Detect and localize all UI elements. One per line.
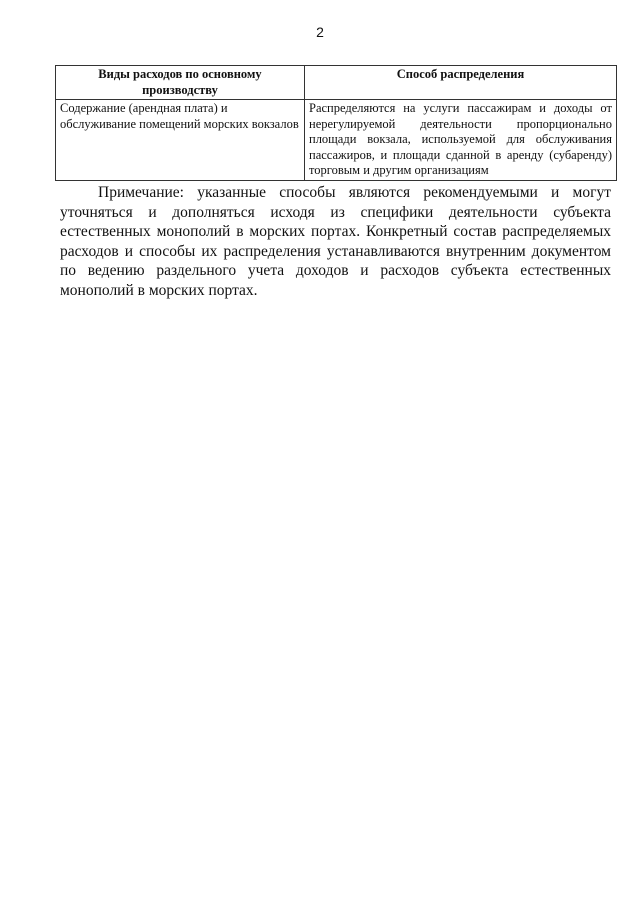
header-allocation-method: Способ распределения — [305, 66, 617, 100]
header-cost-types: Виды расходов по основному производству — [56, 66, 305, 100]
cell-allocation-method: Распределяются на услуги пассажирам и доходы от нерегулируемой деятельности пропорционально площади вокзала, используемой для обслуживания пассажиров, и площади сданной в аренду (субаренду) торговым и другим организациям — [305, 100, 617, 181]
note-paragraph: Примечание: указанные способы являются рекомендуемыми и могут уточняться и дополняться исходя из специфики деятельности субъекта естественных монополий в морских портах. Конкретный состав распределяемых расходов и способы их распределения устанавливаются внутренним документом по ведению раздельного учета доходов и расходов субъекта естественных монополий в морских портах. — [60, 184, 611, 299]
cost-allocation-table — [55, 65, 617, 181]
page-number: 2 — [316, 24, 324, 40]
table-row — [56, 100, 617, 181]
cell-cost-type: Содержание (арендная плата) и обслуживание помещений морских вокзалов — [56, 100, 305, 181]
table-header-row — [56, 66, 617, 100]
